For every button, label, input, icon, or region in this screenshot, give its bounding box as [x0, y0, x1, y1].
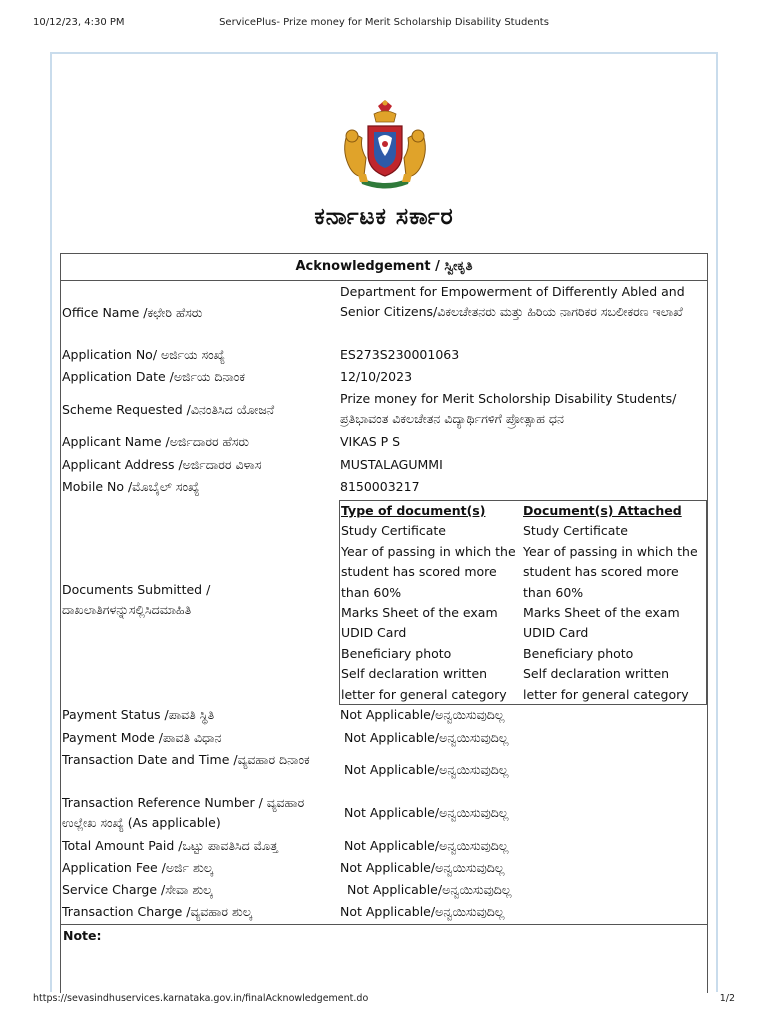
print-page-number: 1/2 — [719, 993, 735, 1004]
field-label: Applicant Address /ಅರ್ಜಿದಾರರ ವಿಳಾಸ — [62, 457, 262, 472]
note-section — [61, 924, 707, 946]
field-value: Department for Empowerment of Differently Abled and Senior Citizens/ವಿಕಲಚೇತನರು ಮತ್ತು ಹಿರಿಯ ನಾಗರಿಕರ ಸಬಲೀಕರಣ ಇಲಾಖೆ — [340, 284, 685, 319]
field-value: Not Applicable/ಅನ್ವಯಿಸುವುದಿಲ್ಲ — [344, 730, 509, 745]
document-attached-item: Beneficiary photo — [523, 645, 634, 661]
field-value: Not Applicable/ಅನ್ವಯಿಸುವುದಿಲ್ಲ — [344, 805, 509, 820]
document-type-item: Self declaration written letter for general category — [341, 666, 507, 702]
field-value: VIKAS P S — [340, 434, 401, 449]
field-label: Transaction Reference Number / ವ್ಯವಹಾರ ಉಲ್ಲೇಖ ಸಂಖ್ಯೆ (As applicable) — [62, 795, 305, 830]
field-label: Mobile No /ಮೊಬೈಲ್ ಸಂಖ್ಯೆ — [62, 479, 200, 494]
payment-row-transaction-charge — [61, 902, 707, 922]
field-value: Not Applicable/ಅನ್ವಯಿಸುವುದಿಲ್ಲ — [344, 838, 509, 853]
payment-row-transaction-date — [61, 750, 707, 790]
payment-row-transaction-reference — [61, 793, 707, 833]
field-label: Payment Mode /ಪಾವತಿ ವಿಧಾನ — [62, 730, 222, 745]
field-value: Prize money for Merit Scholorship Disability Students/ ಪ್ರತಿಭಾವಂತ ವಿಕಲಚೇತನ ವಿದ್ಯಾರ್ಥಿಗಳಿಗೆ ಪ್ರೋತ್ಸಾಹ ಧನ — [340, 391, 677, 426]
print-footer — [0, 993, 768, 1007]
document-attached-item: Self declaration written letter for general category — [523, 666, 689, 702]
print-page-title: ServicePlus- Prize money for Merit Scholarship Disability Students — [219, 17, 549, 28]
note-label: Note: — [63, 928, 102, 943]
field-label: Application Date /ಅರ್ಜಿಯ ದಿನಾಂಕ — [62, 369, 245, 384]
documents-type-header: Type of document(s) — [341, 503, 486, 518]
acknowledgement-title: Acknowledgement / ಸ್ವೀಕೃತಿ — [61, 254, 707, 281]
field-row-application-no — [61, 345, 707, 365]
field-label: Payment Status /ಪಾವತಿ ಸ್ಥಿತಿ — [62, 707, 215, 722]
field-value: 8150003217 — [340, 479, 420, 494]
document-attached-item: Year of passing in which the student has scored more than 60% — [523, 543, 698, 600]
payment-row-total-amount — [61, 836, 707, 856]
document-type-item: Year of passing in which the student has scored more than 60% — [341, 543, 516, 600]
government-title: ಕರ್ನಾಟಕ ಸರ್ಕಾರ — [314, 204, 454, 230]
field-value: MUSTALAGUMMI — [340, 457, 443, 472]
field-value: ES273S230001063 — [340, 347, 460, 362]
field-label: Transaction Date and Time /ವ್ಯವಹಾರ ದಿನಾಂಕ — [62, 752, 310, 767]
document-type-item: Marks Sheet of the exam — [341, 605, 498, 621]
field-label: Application No/ ಅರ್ಜಿಯ ಸಂಖ್ಯೆ — [62, 347, 225, 362]
print-header — [0, 17, 768, 31]
document-type-item: UDID Card — [341, 625, 407, 641]
field-row-scheme — [61, 389, 707, 430]
field-row-applicant-address — [61, 455, 707, 475]
document-type-item: Beneficiary photo — [341, 645, 452, 661]
field-value: 12/10/2023 — [340, 369, 413, 384]
field-value: Not Applicable/ಅನ್ವಯಿಸುವುದಿಲ್ಲ — [347, 882, 512, 897]
document-attached-item: Marks Sheet of the exam — [523, 605, 680, 621]
documents-type-column — [341, 501, 517, 705]
field-row-office-name — [61, 282, 707, 343]
document-type-item: Study Certificate — [341, 523, 446, 539]
documents-table — [339, 500, 707, 705]
field-label: Service Charge /ಸೇವಾ ಶುಲ್ಕ — [62, 882, 213, 897]
payment-row-service-charge — [61, 880, 707, 900]
field-label: Application Fee /ಅರ್ಜಿ ಶುಲ್ಕ — [62, 860, 214, 875]
field-value: Not Applicable/ಅನ್ವಯಿಸುವುದಿಲ್ಲ — [340, 707, 505, 722]
print-datetime: 10/12/23, 4:30 PM — [33, 17, 125, 28]
field-value: Not Applicable/ಅನ್ವಯಿಸುವುದಿಲ್ಲ — [340, 904, 505, 919]
document-attached-item: Study Certificate — [523, 523, 628, 539]
field-label: Total Amount Paid /ಒಟ್ಟು ಪಾವತಿಸಿದ ಮೊತ್ತ — [62, 838, 278, 853]
documents-label: Documents Submitted / ದಾಖಲಾತಿಗಳನ್ನುಸಲ್ಲಿಸಿದಮಾಹಿತಿ — [62, 582, 211, 617]
field-value: Not Applicable/ಅನ್ವಯಿಸುವುದಿಲ್ಲ — [340, 860, 505, 875]
field-label: Scheme Requested /ವಿನಂತಿಸಿದ ಯೋಜನೆ — [62, 401, 275, 417]
field-value: Not Applicable/ಅನ್ವಯಿಸುವುದಿಲ್ಲ — [344, 762, 509, 777]
field-label: Office Name /ಕಛೇರಿ ಹೆಸರು — [62, 304, 203, 320]
documents-attached-header: Document(s) Attached — [523, 503, 682, 518]
payment-row-mode — [61, 728, 707, 748]
field-row-applicant-name — [61, 432, 707, 452]
field-row-mobile-no — [61, 477, 707, 497]
documents-attached-column — [523, 501, 705, 705]
print-url: https://sevasindhuservices.karnataka.gov.in/finalAcknowledgement.do — [33, 993, 369, 1004]
karnataka-emblem-icon — [338, 98, 432, 190]
field-label: Applicant Name /ಅರ್ಜಿದಾರರ ಹೆಸರು — [62, 434, 249, 449]
payment-row-status — [61, 705, 707, 725]
field-row-application-date — [61, 367, 707, 387]
field-label: Transaction Charge /ವ್ಯವಹಾರ ಶುಲ್ಕ — [62, 904, 253, 919]
payment-row-application-fee — [61, 858, 707, 878]
document-attached-item: UDID Card — [523, 625, 589, 641]
acknowledgement-table — [60, 253, 708, 993]
